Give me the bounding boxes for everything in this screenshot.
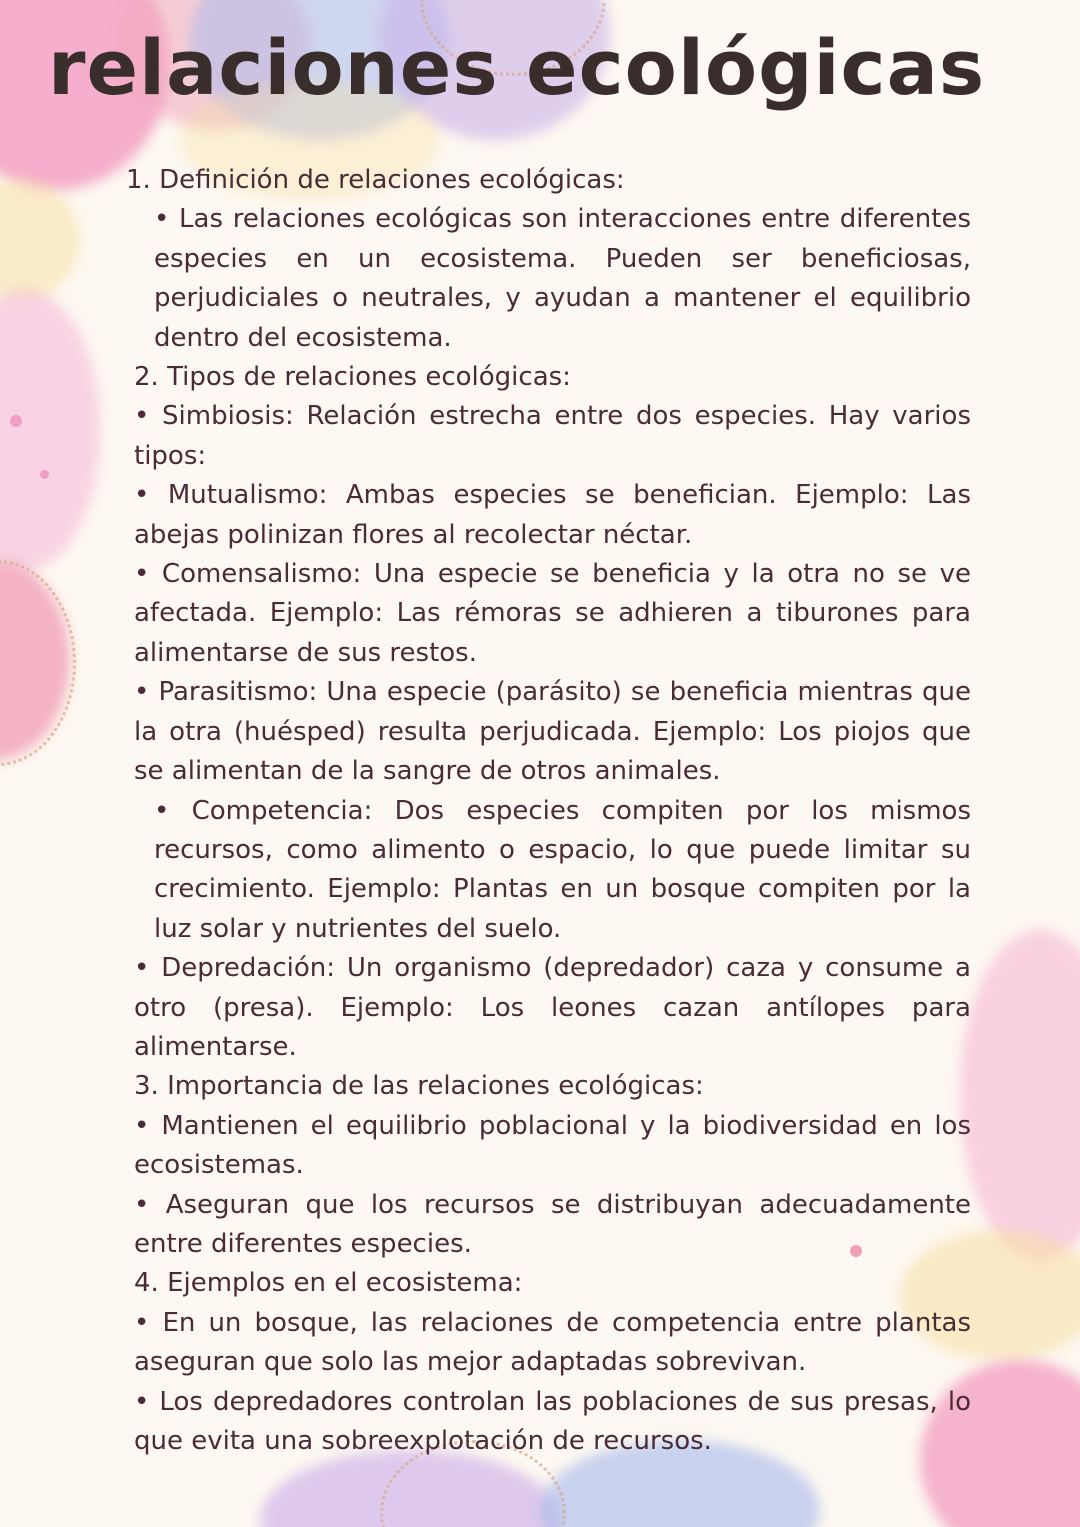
section-heading: 2. Tipos de relaciones ecológicas:	[134, 362, 571, 393]
list-item: • Depredación: Un organismo (depredador) caza y consume a otro (presa). Ejemplo: Los leones cazan antílopes para alimentarse.	[134, 953, 971, 1062]
list-item: • Los depredadores controlan las poblaciones de sus presas, lo que evita una sobreexplotación de recursos.	[134, 1386, 971, 1456]
list-item: • Parasitismo: Una especie (parásito) se beneficia mientras que la otra (huésped) resulta perjudicada. Ejemplo: Los piojos que se alimentan de la sangre de otros animales.	[134, 677, 971, 787]
watercolor-blob	[960, 930, 1080, 1260]
list-item: • Comensalismo: Una especie se beneficia y la otra no se ve afectada. Ejemplo: Las rémoras se adhieren a tiburones para alimentarse de sus restos.	[134, 559, 971, 668]
list-item: • Mutualismo: Ambas especies se benefician. Ejemplo: Las abejas polinizan flores al recolectar néctar.	[134, 480, 971, 550]
page-title: relaciones ecológicas	[48, 23, 986, 112]
paragraph: • Las relaciones ecológicas son interacciones entre diferentes especies en un ecosistema. Pueden ser beneficiosas, perjudiciales o neutrales, y ayudan a mantener el equilibrio dentro del ecosistema.	[154, 204, 971, 353]
list-item: • Simbiosis: Relación estrecha entre dos especies. Hay varios tipos:	[134, 401, 971, 471]
decor-dot	[40, 470, 49, 479]
list-item: • Mantienen el equilibrio poblacional y la biodiversidad en los ecosistemas.	[134, 1110, 971, 1181]
document-body	[126, 161, 971, 1461]
section-heading: 4. Ejemplos en el ecosistema:	[134, 1268, 523, 1299]
decor-dot	[10, 415, 22, 427]
watercolor-blob	[0, 180, 80, 300]
section-heading: 1. Definición de relaciones ecológicas:	[126, 165, 625, 195]
section-heading: 3. Importancia de las relaciones ecológicas:	[134, 1071, 704, 1102]
list-item: • Aseguran que los recursos se distribuyan adecuadamente entre diferentes especies.	[134, 1189, 971, 1259]
gold-ring	[0, 560, 76, 766]
list-item: • En un bosque, las relaciones de competencia entre plantas aseguran que solo las mejor adaptadas sobrevivan.	[134, 1307, 971, 1378]
list-item: • Competencia: Dos especies compiten por los mismos recursos, como alimento o espacio, lo que puede limitar su crecimiento. Ejemplo: Plantas en un bosque compiten por la luz solar y nutrientes del suelo.	[154, 795, 971, 944]
watercolor-blob	[0, 290, 100, 570]
